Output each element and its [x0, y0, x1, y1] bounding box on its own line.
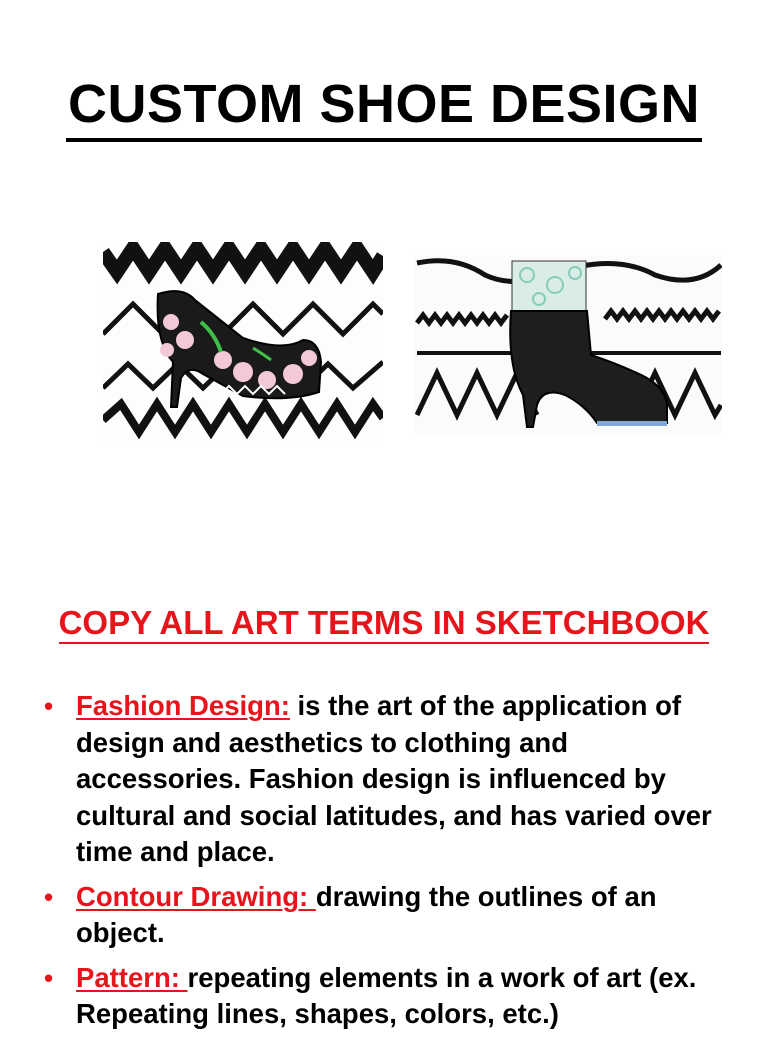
definition-fashion-design: is the art of the application of design and aesthetics to clothing and accessories. Fashion design is influenced by cultural and social latitudes, and has varied over time and place. [76, 690, 712, 867]
definition-pattern: repeating elements in a work of art (ex. Repeating lines, shapes, colors, etc.) [76, 961, 697, 1029]
shoe-drawing-image-2 [415, 255, 722, 436]
bullet-icon: • [44, 881, 54, 912]
term-contour-drawing: Contour Drawing: [76, 880, 316, 912]
list-item [44, 688, 724, 871]
bullet-icon: • [44, 962, 54, 993]
instruction-heading: COPY ALL ART TERMS IN SKETCHBOOK [0, 604, 768, 642]
art-terms-list [44, 688, 724, 1041]
bullet-icon: • [44, 691, 54, 721]
page-title: CUSTOM SHOE DESIGN [0, 72, 768, 142]
list-item [44, 960, 724, 1033]
list-item [44, 879, 724, 952]
definition-contour-drawing: drawing the outlines of an object. [76, 880, 657, 948]
term-fashion-design: Fashion Design: [76, 690, 290, 721]
term-pattern: Pattern: [76, 961, 188, 993]
shoe-drawing-image-1 [103, 242, 383, 446]
